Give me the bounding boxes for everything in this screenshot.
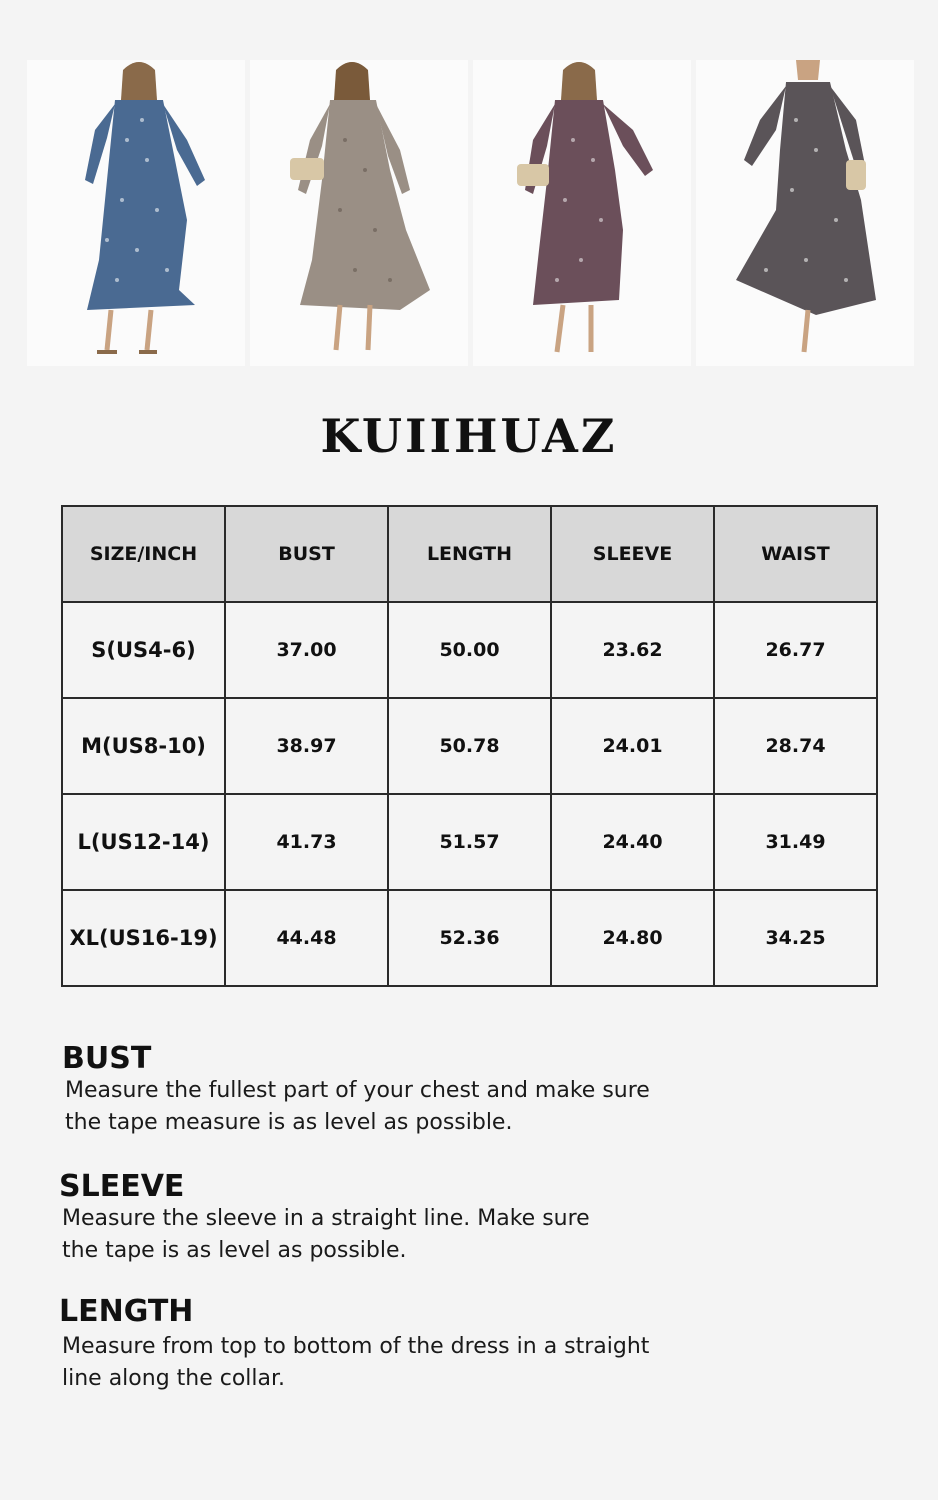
dress-figure-grey xyxy=(250,60,468,366)
cell-length: 50.78 xyxy=(388,698,551,794)
cell-size: L(US12-14) xyxy=(62,794,225,890)
cell-waist: 26.77 xyxy=(714,602,877,698)
cell-sleeve: 24.01 xyxy=(551,698,714,794)
note-bust-line1: Measure the fullest part of your chest and make sure xyxy=(65,1078,650,1103)
photo-purple-dress xyxy=(473,60,691,366)
brand-title: KUIIHUAZ xyxy=(320,409,618,463)
cell-waist: 28.74 xyxy=(714,698,877,794)
cell-length: 51.57 xyxy=(388,794,551,890)
cell-sleeve: 24.80 xyxy=(551,890,714,986)
note-length-line1: Measure from top to bottom of the dress in a straight xyxy=(62,1334,650,1359)
note-length-title: LENGTH xyxy=(59,1294,194,1329)
table-row xyxy=(62,602,877,698)
header-sleeve: SLEEVE xyxy=(551,506,714,602)
header-waist: WAIST xyxy=(714,506,877,602)
table-row xyxy=(62,698,877,794)
note-length-line2: line along the collar. xyxy=(62,1366,286,1391)
dress-figure-purple xyxy=(473,60,691,366)
table-row xyxy=(62,794,877,890)
photo-dark-dress xyxy=(696,60,914,366)
note-bust-line2: the tape measure is as level as possible. xyxy=(65,1110,513,1135)
cell-size: S(US4-6) xyxy=(62,602,225,698)
photo-blue-dress xyxy=(27,60,245,366)
header-size: SIZE/INCH xyxy=(62,506,225,602)
header-length: LENGTH xyxy=(388,506,551,602)
cell-sleeve: 23.62 xyxy=(551,602,714,698)
cell-waist: 31.49 xyxy=(714,794,877,890)
note-bust-title: BUST xyxy=(62,1041,152,1076)
photo-grey-dress xyxy=(250,60,468,366)
cell-size: M(US8-10) xyxy=(62,698,225,794)
cell-size: XL(US16-19) xyxy=(62,890,225,986)
cell-bust: 37.00 xyxy=(225,602,388,698)
note-sleeve-line2: the tape is as level as possible. xyxy=(62,1238,407,1263)
note-sleeve-title: SLEEVE xyxy=(59,1169,185,1204)
table-header-row xyxy=(62,506,877,602)
cell-sleeve: 24.40 xyxy=(551,794,714,890)
cell-bust: 44.48 xyxy=(225,890,388,986)
dress-figure-dark xyxy=(696,60,914,366)
note-sleeve-line1: Measure the sleeve in a straight line. Make sure xyxy=(62,1206,590,1231)
cell-length: 50.00 xyxy=(388,602,551,698)
cell-bust: 41.73 xyxy=(225,794,388,890)
dress-figure-blue xyxy=(27,60,245,366)
table-row xyxy=(62,890,877,986)
cell-length: 52.36 xyxy=(388,890,551,986)
product-photos xyxy=(27,60,913,366)
cell-waist: 34.25 xyxy=(714,890,877,986)
cell-bust: 38.97 xyxy=(225,698,388,794)
size-chart-table xyxy=(61,505,878,987)
header-bust: BUST xyxy=(225,506,388,602)
